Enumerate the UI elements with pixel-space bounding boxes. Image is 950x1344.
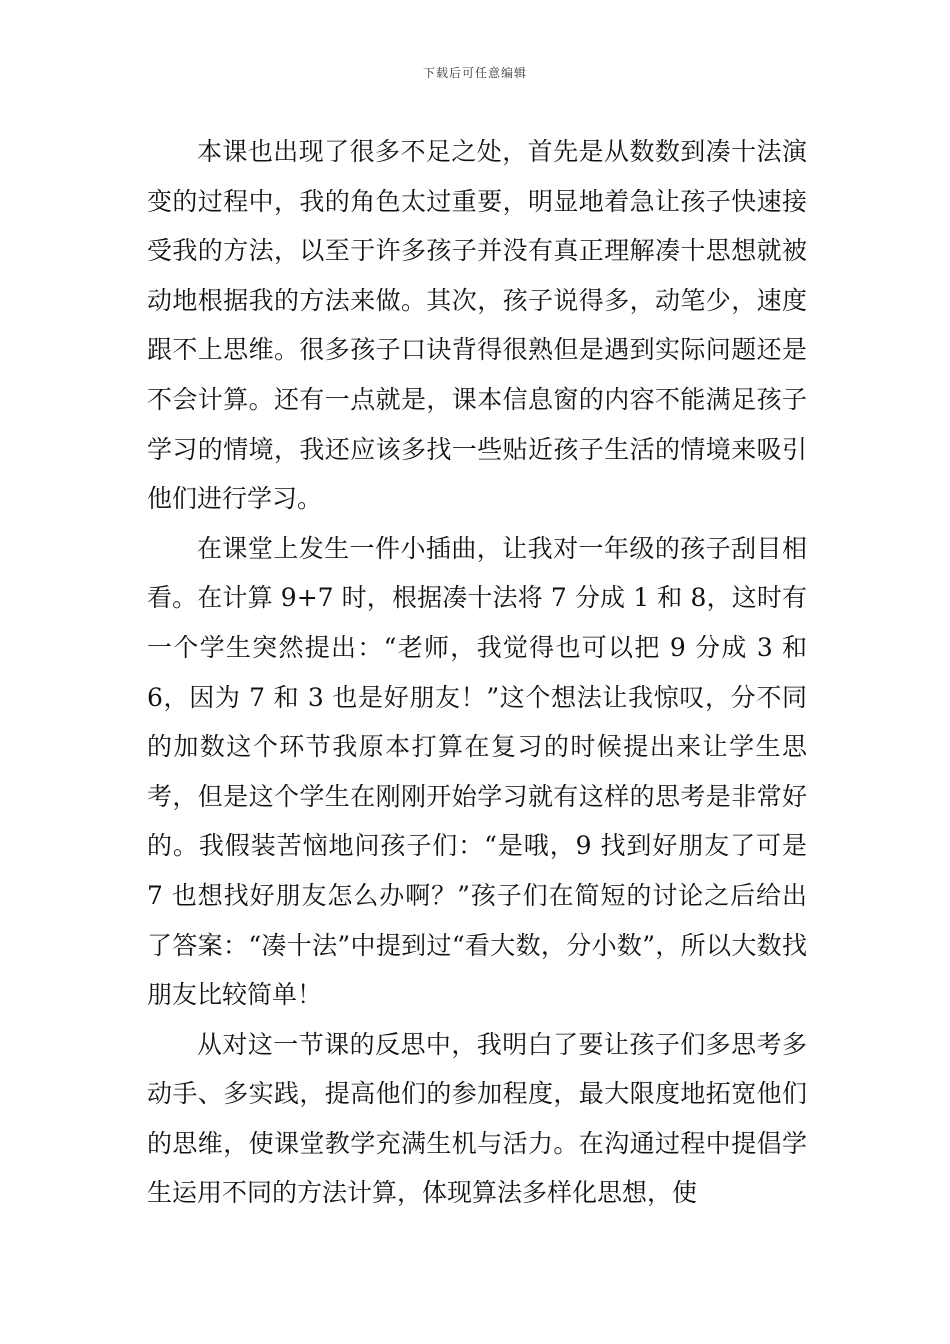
page-header: 下载后可任意编辑 <box>422 66 527 80</box>
document-body <box>147 127 807 1218</box>
paragraph-reflection-shortcomings: 本课也出现了很多不足之处，首先是从数数到凑十法演变的过程中，我的角色太过重要，明显地着急让孩子快速接受我的方法，以至于许多孩子并没有真正理解凑十思想就被动地根据我的方法来做。其次，孩子说得多，动笔少，速度跟不上思维。很多孩子口诀背得很熟但是遇到实际问题还是不会计算。还有一点就是，课本信息窗的内容不能满足孩子学习的情境，我还应该多找一些贴近孩子生活的情境来吸引他们进行学习。 <box>147 137 807 514</box>
paragraph-classroom-episode: 在课堂上发生一件小插曲，让我对一年级的孩子刮目相看。在计算 9+7 时，根据凑十法将 7 分成 1 和 8，这时有一个学生突然提出：“老师，我觉得也可以把 9 分成 3 和 6，因为 7 和 3 也是好朋友！”这个想法让我惊叹，分不同的加数这个环节我原本打算在复习的时候提出来让学生思考，但是这个学生在刚刚开始学习就有这样的思考是非常好的。我假装苦恼地问孩子们：“是哦，9 找到好朋友了可是 7 也想找好朋友怎么办啊？”孩子们在简短的讨论之后给出了答案：“凑十法”中提到过“看大数，分小数”，所以大数找朋友比较简单！ <box>147 533 807 1010</box>
paragraph-conclusion: 从对这一节课的反思中，我明白了要让孩子们多思考多动手、多实践，提高他们的参加程度，最大限度地拓宽他们的思维，使课堂教学充满生机与活力。在沟通过程中提倡学生运用不同的方法计算，体现算法多样化思想，使 <box>147 1029 807 1208</box>
